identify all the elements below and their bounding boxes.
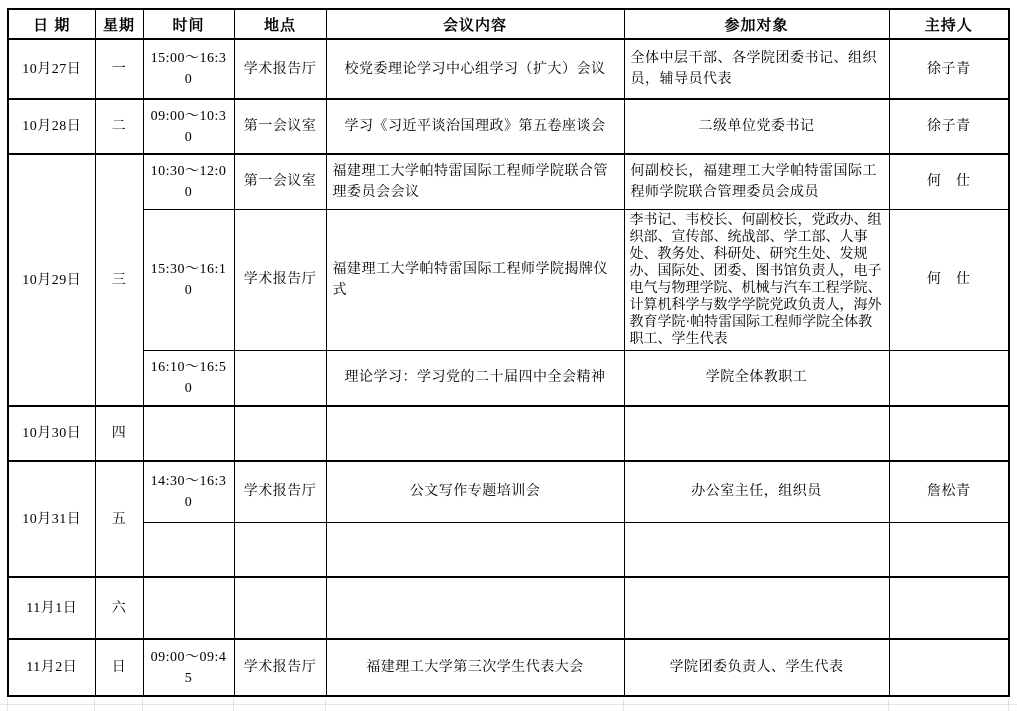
content-cell: 校党委理论学习中心组学习（扩大）会议 [326,39,624,99]
place-cell [234,522,326,577]
table-row [8,99,1009,154]
time-cell: 16:10～16:50 [143,350,234,406]
weekday-cell: 三 [95,154,143,406]
weekday-cell: 六 [95,577,143,639]
time-cell: 10:30～12:00 [143,154,234,209]
host-cell: 詹松青 [889,461,1009,522]
content-cell [326,406,624,461]
participants-cell: 学院全体教职工 [624,350,889,406]
faint-vertical-gridline [325,699,326,711]
header-participants: 参加对象 [624,9,889,39]
content-cell: 公文写作专题培训会 [326,461,624,522]
content-cell: 理论学习：学习党的二十届四中全会精神 [326,350,624,406]
host-cell [889,406,1009,461]
faint-vertical-gridline [1008,699,1009,711]
weekday-cell: 一 [95,39,143,99]
table-row [8,350,1009,406]
header-weekday: 星期 [95,9,143,39]
date-cell: 10月27日 [8,39,95,99]
content-cell: 学习《习近平谈治国理政》第五卷座谈会 [326,99,624,154]
meeting-schedule-table [7,8,1010,697]
table-row [8,577,1009,639]
faint-vertical-gridline [888,699,889,711]
date-cell: 11月1日 [8,577,95,639]
table-row [8,461,1009,522]
place-cell [234,350,326,406]
host-cell [889,350,1009,406]
faint-vertical-gridline [623,699,624,711]
participants-cell: 二级单位党委书记 [624,99,889,154]
header-host: 主持人 [889,9,1009,39]
weekday-cell: 五 [95,461,143,577]
place-cell: 学术报告厅 [234,39,326,99]
table-row [8,154,1009,209]
faint-vertical-gridline [94,699,95,711]
faint-horizontal-gridline [0,704,1017,705]
header-content: 会议内容 [326,9,624,39]
date-cell: 10月30日 [8,406,95,461]
content-cell: 福建理工大学帕特雷国际工程师学院揭牌仪式 [326,209,624,350]
partial-next-row-gridlines [0,699,1017,711]
place-cell [234,577,326,639]
table-row [8,522,1009,577]
table-row [8,406,1009,461]
date-cell: 11月2日 [8,639,95,696]
host-cell: 徐子青 [889,99,1009,154]
content-cell: 福建理工大学第三次学生代表大会 [326,639,624,696]
host-cell: 何 仕 [889,209,1009,350]
weekday-cell: 二 [95,99,143,154]
place-cell: 第一会议室 [234,99,326,154]
table-row [8,39,1009,99]
time-cell: 09:00～09:45 [143,639,234,696]
participants-cell: 李书记、韦校长、何副校长，党政办、组织部、宣传部、统战部、学工部、人事处、教务处、科研处、研究生处、发规办、国际处、团委、图书馆负责人，电子电气与物理学院、机械与汽车工程学院、计算机科学与数学学院党政负责人，海外教育学院·帕特雷国际工程师学院全体教职工、学生代表 [624,209,889,350]
host-cell [889,577,1009,639]
host-cell [889,522,1009,577]
header-date: 日 期 [8,9,95,39]
participants-cell [624,577,889,639]
table-row [8,639,1009,696]
participants-cell: 学院团委负责人、学生代表 [624,639,889,696]
header-row [8,9,1009,39]
time-cell [143,406,234,461]
weekday-cell: 四 [95,406,143,461]
header-place: 地点 [234,9,326,39]
place-cell: 学术报告厅 [234,639,326,696]
faint-vertical-gridline [233,699,234,711]
weekday-cell: 日 [95,639,143,696]
participants-cell [624,406,889,461]
participants-cell: 办公室主任，组织员 [624,461,889,522]
faint-vertical-gridline [142,699,143,711]
time-cell: 09:00～10:30 [143,99,234,154]
date-cell: 10月29日 [8,154,95,406]
place-cell: 第一会议室 [234,154,326,209]
host-cell [889,639,1009,696]
participants-cell: 何副校长，福建理工大学帕特雷国际工程师学院联合管理委员会成员 [624,154,889,209]
host-cell: 徐子青 [889,39,1009,99]
place-cell: 学术报告厅 [234,209,326,350]
time-cell: 14:30～16:30 [143,461,234,522]
content-cell [326,522,624,577]
place-cell [234,406,326,461]
meeting-schedule-table-wrapper [7,8,1010,697]
time-cell: 15:30～16:10 [143,209,234,350]
time-cell [143,522,234,577]
table-row [8,209,1009,350]
date-cell: 10月31日 [8,461,95,577]
time-cell [143,577,234,639]
header-time: 时间 [143,9,234,39]
participants-cell [624,522,889,577]
participants-cell: 全体中层干部、各学院团委书记、组织员，辅导员代表 [624,39,889,99]
host-cell: 何 仕 [889,154,1009,209]
place-cell: 学术报告厅 [234,461,326,522]
date-cell: 10月28日 [8,99,95,154]
time-cell: 15:00～16:30 [143,39,234,99]
content-cell: 福建理工大学帕特雷国际工程师学院联合管理委员会会议 [326,154,624,209]
faint-vertical-gridline [7,699,8,711]
content-cell [326,577,624,639]
